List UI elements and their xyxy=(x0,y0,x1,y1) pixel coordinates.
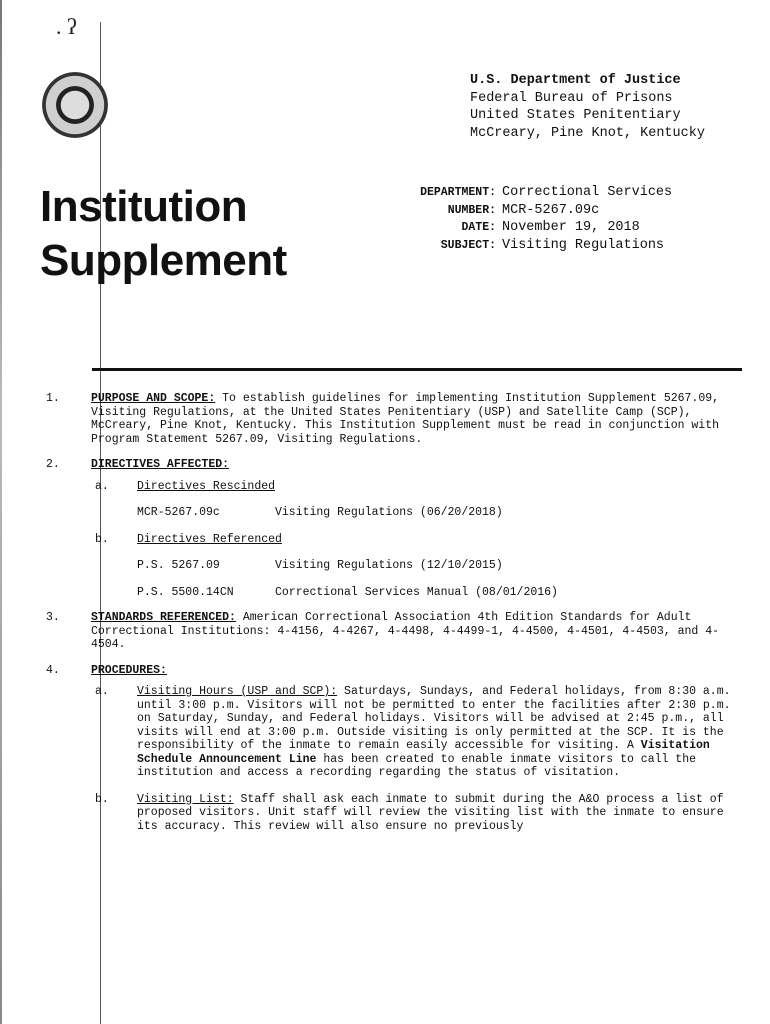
section-directives xyxy=(46,458,746,599)
section-text: To establish guidelines for implementing Institution Supplement 5267.09, Visiting Regulations, at the United States Penitentiary (USP) and Satellite Camp (SCP), McCreary, Pine Knot, Kentucky. This Institution Supplement must be read in conjunction with Program Statement 5267.09, Visiting Regulations. xyxy=(91,392,720,446)
subsection-title: Directives Rescinded xyxy=(137,479,276,493)
meta-label: NUMBER: xyxy=(447,203,496,217)
meta-value: Visiting Regulations xyxy=(502,237,665,253)
section-purpose xyxy=(46,392,746,446)
bureau-name: Federal Bureau of Prisons xyxy=(470,90,673,106)
institution-name: United States Penitentiary xyxy=(470,108,681,123)
directive-ref-row xyxy=(137,559,746,573)
subsection-body xyxy=(137,685,746,780)
section-body xyxy=(91,664,746,834)
section-number: 2. xyxy=(46,458,60,471)
subsection-visiting-hours xyxy=(95,685,746,780)
subsection-text-cont: has been created to enable inmate visitors to call the institution and access a recording regarding the status of visitation. xyxy=(137,752,697,779)
scan-edge xyxy=(0,0,2,1024)
subsection-letter: b. xyxy=(95,532,109,546)
section-standards xyxy=(46,611,746,652)
stray-mark: . ʔ xyxy=(56,14,77,39)
directive-id: P.S. 5267.09 xyxy=(137,559,220,572)
document-title xyxy=(40,180,287,288)
agency-header xyxy=(470,72,705,142)
meta-value: Correctional Services xyxy=(502,185,673,200)
section-heading: DIRECTIVES AFFECTED: xyxy=(91,458,230,471)
header-rule xyxy=(92,368,742,371)
section-body xyxy=(91,392,746,446)
subsection-visiting-list xyxy=(95,793,746,834)
announcement-line-name: Visitation Schedule Announcement Line xyxy=(137,739,710,766)
subsection-body xyxy=(137,793,746,834)
institution-location: McCreary, Pine Knot, Kentucky xyxy=(470,125,705,141)
subsection-title: Directives Referenced xyxy=(137,532,282,546)
meta-value: November 19, 2018 xyxy=(502,220,640,235)
meta-subject xyxy=(378,237,672,255)
subsection-rescinded xyxy=(95,480,746,494)
directive-desc: Correctional Services Manual (08/01/2016) xyxy=(275,585,558,599)
doj-seal-icon xyxy=(42,72,108,138)
directive-ref-row xyxy=(137,506,746,520)
subsection-letter: b. xyxy=(95,792,109,806)
meta-label: SUBJECT: xyxy=(440,238,496,252)
meta-value: MCR-5267.09c xyxy=(502,202,600,218)
section-heading: STANDARDS REFERENCED: xyxy=(91,611,236,624)
section-number: 4. xyxy=(46,663,60,677)
section-number: 3. xyxy=(46,611,60,624)
title-line-1: Institution xyxy=(40,182,248,231)
meta-date xyxy=(378,219,672,237)
meta-label: DATE: xyxy=(461,221,496,234)
section-procedures xyxy=(46,664,746,834)
meta-label: DEPARTMENT: xyxy=(420,186,496,199)
subsection-letter: a. xyxy=(95,685,109,698)
section-number: 1. xyxy=(46,392,60,405)
subsection-text: Saturdays, Sundays, and Federal holidays, from 8:30 a.m. until 3:00 p.m. Visitors will not be permitted to enter the facilities after 2:30 p.m. on Saturday, Sunday, and Federal holidays. Visitors will be advised at 2:45 p.m., all visits will end at 3:00 p.m. Outside visiting is only permitted at the SCP. It is the responsibility of the inmate to remain easily accessible for visiting. A xyxy=(137,685,731,752)
directive-id: P.S. 5500.14CN xyxy=(137,585,234,599)
section-heading: PROCEDURES: xyxy=(91,663,167,677)
subsection-title: Visiting Hours (USP and SCP): xyxy=(137,685,338,698)
directive-desc: Visiting Regulations (06/20/2018) xyxy=(275,506,503,519)
title-line-2: Supplement xyxy=(40,236,287,285)
subsection-letter: a. xyxy=(95,479,109,493)
section-heading: PURPOSE AND SCOPE: xyxy=(91,392,216,405)
meta-department xyxy=(378,184,672,202)
document-body xyxy=(46,392,746,845)
subsection-text: Staff shall ask each inmate to submit during the A&O process a list of proposed visitors. Unit staff will review the visiting list with the inmate to ensure its accuracy. This review will also ensure no previously xyxy=(137,792,724,833)
agency-name: U.S. Department of Justice xyxy=(470,73,681,88)
section-text: American Correctional Association 4th Edition Standards for Adult Correctional Institutions: 4-4156, 4-4267, 4-4498, 4-4499-1, 4-4500, 4-4501, 4-4503, and 4-4504. xyxy=(91,611,720,651)
subsection-referenced xyxy=(95,533,746,547)
section-body xyxy=(91,611,746,652)
meta-number xyxy=(378,202,672,220)
section-body xyxy=(91,458,746,599)
directive-id: MCR-5267.09c xyxy=(137,506,220,519)
document-meta xyxy=(378,184,672,254)
directive-desc: Visiting Regulations (12/10/2015) xyxy=(275,559,503,572)
subsection-title: Visiting List: xyxy=(137,792,234,806)
directive-ref-row xyxy=(137,586,746,600)
